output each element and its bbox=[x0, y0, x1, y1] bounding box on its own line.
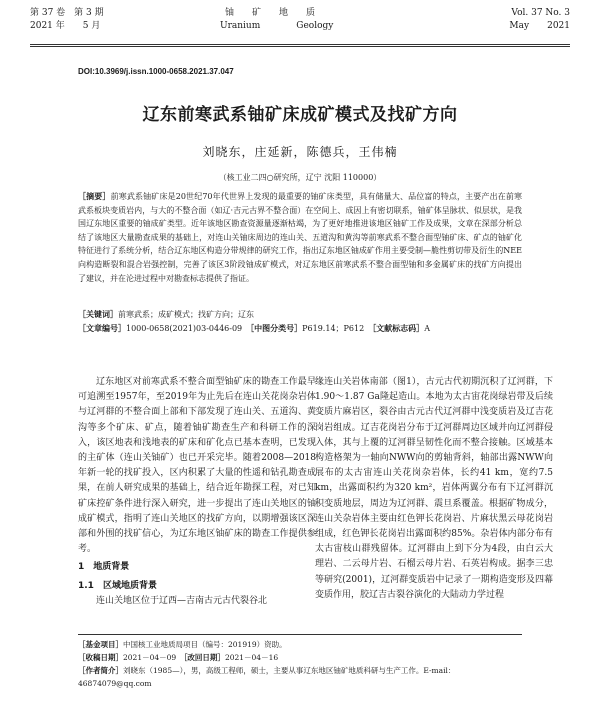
header-rule bbox=[30, 44, 570, 45]
fund: 中国核工业地质局项目（编号：201919）资助。 bbox=[123, 640, 287, 649]
doc-code: A bbox=[424, 324, 430, 333]
doc-code-label: ［文献标志码］ bbox=[372, 323, 425, 333]
article-no-label: ［文章编号］ bbox=[78, 323, 126, 333]
header-volume: 第 37 卷 第 3 期 bbox=[30, 8, 104, 18]
footnote-rule bbox=[78, 634, 522, 635]
header-volume-en: Vol. 37 No. 3 bbox=[511, 8, 570, 18]
abstract-text: 前寒武系铀矿床是20世纪70年代世界上发现的最重要的铀矿床类型，具有储量大、品位富的特点，主要产出在前寒武系板块变质岩内，与大的不整合面（如辽·吉元古界不整合面）在空间上、成因上有密切联系，铀矿体呈脉状、似层状，是我国辽东地区重要的铀成矿类型。近年该地区勘查资源量逐渐枯竭，为了更好地推进该地区铀矿工作及成果，文章在深部分析总结了该地区大量勘查成果的基础上，对连山关铀床周边的连山关、五道沟和黄沟等前寒武系不整合面型铀矿床、矿点的铀矿化特征进行了系统分析，结合辽东地区构造分带规律的研究工作，指出辽东地区铀成矿作用主要受制—脆性剪切带及衍生的NEE向构造断裂和混合岩强控制，完善了该区3阶段铀成矿模式，对辽东地区前寒武系不整合面型铀和多金属矿床的找矿方向提出了建议，并在沦进过程中对勘查标志提供了指证。 bbox=[78, 192, 522, 283]
section-1-1-start: 连山关地区位于辽西—吉南古元古代裂谷北 bbox=[96, 595, 268, 606]
keywords-label: ［关键词］ bbox=[78, 309, 118, 319]
fund-label: ［基金项目］ bbox=[78, 640, 123, 649]
intro-paragraph: 辽东地区对前寒武系不整合面型铀矿床的勘查工作最早可追溯至1957年，至2019年为止先后在连山关花岗杂岩体与辽河群的不整合面上部和下部发现了连山关、五道沟、黄沟等多个矿床、矿点，随着铀矿勘查生产和科研工作的深入，该区地表和浅地表的矿床和矿化点已基本查明，已发现的主矿体（连山关铀矿）也已开采完毕。随着2008—2018年新一轮的找矿投入，区内积累了大量的性遥和钻孔勘查成果，在前人研究成果的基础上，结合近年勘探工程，对已知矿床控矿条件进行深入研究，进一步提出了连山关地区的铀成矿模式，指明了连山关地区的找矿方向，以期增强该区深部和外围的找矿信心，为辽东地区铀矿床的勘查工作提供参考。 bbox=[78, 377, 316, 555]
header-date: 2021 年 5 月 bbox=[30, 21, 101, 31]
body-left-column bbox=[78, 375, 316, 609]
header-journal-cn: 铀 矿 地 质 bbox=[225, 8, 316, 18]
received-date: 2021－04－09 bbox=[123, 653, 177, 662]
header-date-en: May 2021 bbox=[509, 21, 570, 31]
revised-date: 2021－04－16 bbox=[224, 653, 279, 662]
paper-title: 辽东前寒武系铀矿床成矿模式及找矿方向 bbox=[142, 105, 458, 125]
article-no: 1000-0658(2021)03-0446-09 bbox=[126, 324, 243, 333]
received-label: ［收稿日期］ bbox=[78, 653, 123, 662]
dates-line bbox=[78, 651, 522, 664]
clc-label: ［中图分类号］ bbox=[250, 323, 303, 333]
revised-label: ［改回日期］ bbox=[183, 653, 225, 662]
footnotes bbox=[78, 638, 522, 690]
header-rule-thin bbox=[30, 46, 570, 47]
geology-paragraph: 缘连山关岩体南部（图1），古元古代初期沉积了辽河群，下1.90～1.87 Ga隆起造山。本地为太古宙花岗绿岩带及后续变质片麻岩区，裂谷由古元古代辽河群中浅变质岩及辽吉花岗岩组成。辽吉花岗岩分布于辽河群周边区域并向辽河群侵入体，其与上覆的辽河群呈韧性化而不整合接触。区域基本构造格架为一轴向NWW向的剪轴背斜，轴部出露NWW向展布的太古宙连山关花岗杂岩体，长约41 km，宽约7.5 km，出露面积约为320 km²，岩体两翼分布有下辽河群沉积变质地层，周边为辽河群、震旦系覆盖。根据矿物成分，连山关杂岩体主要由红色钾长花岗岩、片麻状黑云母花岗岩组成，红色钾长花岗岩出露面积约85%。杂岩体内部分布有太古宙枝山群残留体。辽河群由上到下分为4段，由白云大理岩、二云母片岩、石榴云母片岩、石英岩构成。据李三忠等研究(2001)，辽河群变质岩中记录了一期构造变形及四幕变质作用，胶辽吉古裂谷演化的大陆动力学过程 bbox=[315, 377, 553, 600]
author-bio: 刘晓东（1985—），男，高级工程师，硕士，主要从事辽东地区铀矿地质科研与生产工作。E-mail：46874079@qq.com bbox=[78, 666, 456, 688]
body-right-column bbox=[315, 375, 553, 603]
author-bio-line bbox=[78, 664, 522, 690]
clc: P619.14；P612 bbox=[302, 324, 365, 333]
abstract bbox=[78, 190, 522, 285]
fund-line bbox=[78, 638, 522, 651]
keywords-line bbox=[78, 308, 522, 321]
journal-header bbox=[30, 8, 570, 38]
abstract-label: ［摘要］ bbox=[78, 191, 111, 201]
doi: DOI:10.3969/j.issn.1000-0658.2021.37.047 bbox=[78, 67, 234, 76]
keywords: 前寒武系；成矿模式；找矿方向；辽东 bbox=[118, 310, 254, 319]
author-bio-label: ［作者简介］ bbox=[78, 666, 123, 675]
classification-line bbox=[78, 322, 522, 335]
authors: 刘晓东，庄延新，陈德兵，王伟楠 bbox=[202, 145, 398, 159]
header-journal-en: Uranium Geology bbox=[220, 21, 334, 31]
section-heading-1-1: 1.1 区域地质背景 bbox=[78, 580, 157, 591]
section-heading-1: 1 地质背景 bbox=[78, 562, 130, 573]
affiliation: （核工业二四○研究所，辽宁 沈阳 110000） bbox=[218, 173, 382, 182]
